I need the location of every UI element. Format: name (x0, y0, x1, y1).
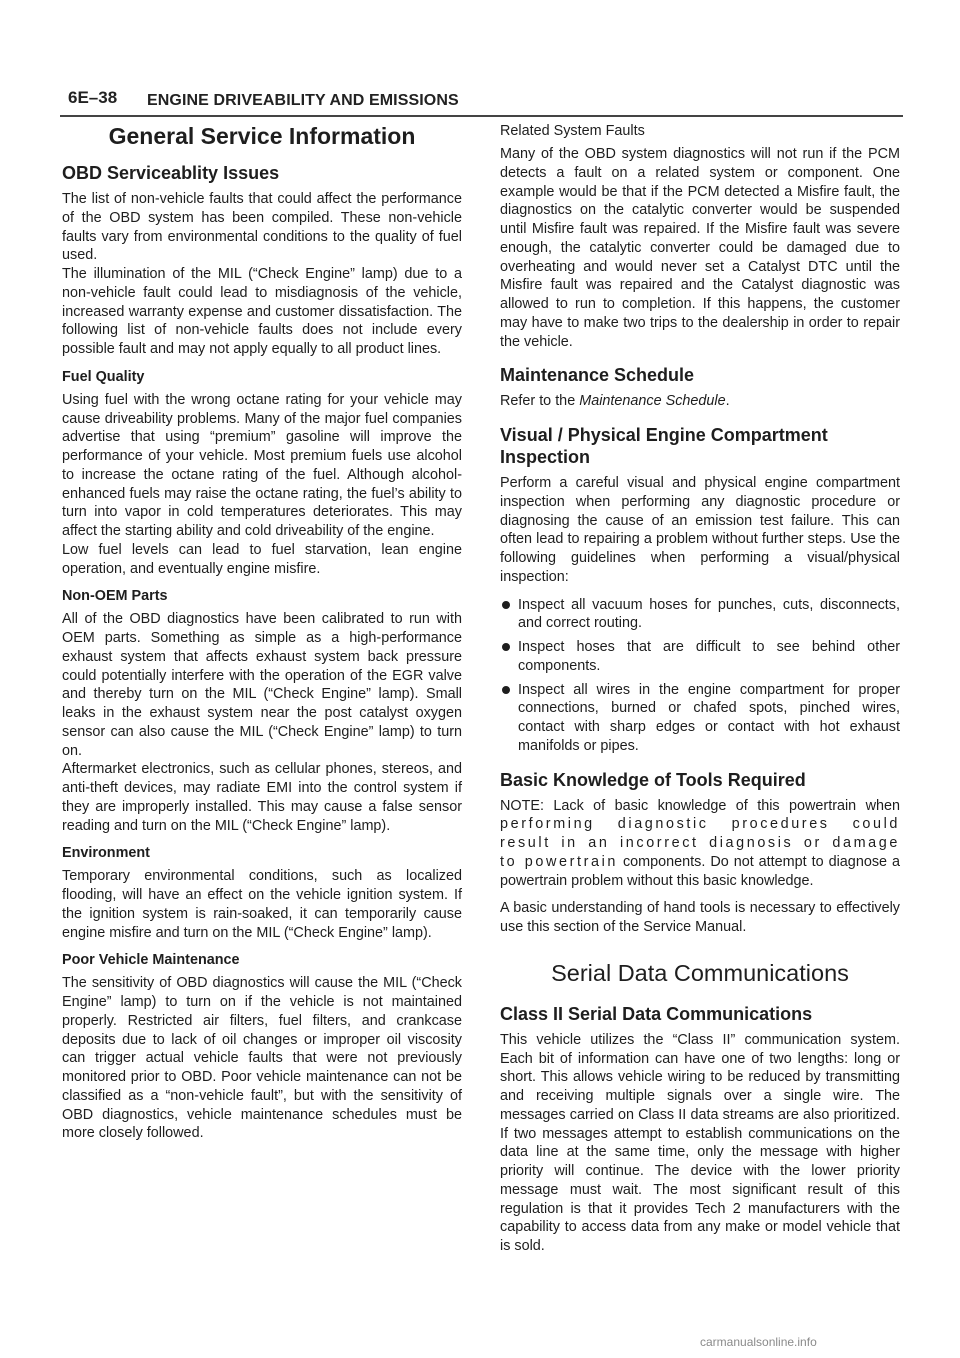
list-item-text: Inspect all wires in the engine compartment for proper connections, burned or chafed spots, pinched wires, contact with sharp edges or contact with hot exhaust manifolds or pipes. (518, 681, 900, 754)
schedule-suffix: . (725, 393, 730, 410)
section-title-serial-data: Serial Data Communications (551, 959, 849, 986)
list-item-text: Inspect all vacuum hoses for punches, cuts, disconnects, and correct routing. (518, 596, 900, 632)
paragraph-environment: Temporary environmental conditions, such as localized flooding, will have an effect on the vehicle ignition system. If the ignition system is rain-soaked, it can temporarily cause engine misfire and turn on the MIL (“Check Engine” lamp). (62, 868, 462, 941)
paragraph-oem-calibration: All of the OBD diagnostics have been calibrated to run with OEM parts. Something as simple as a high-performance exhaust system that affects exhaust system back pressure could potentially interfere with the operation of the EGR valve and thereby turn on the MIL (“Check Engine” lamp). Small leaks in the exhaust system near the post catalyst oxygen sensor can also cause the MIL (“Check Engine” lamp) to turn on. (62, 611, 462, 759)
heading-visual-inspection: Visual / Physical Engine Compartment Inspection (500, 425, 828, 467)
paragraph-tools-note (500, 797, 900, 891)
paragraph-visual-inspection: Perform a careful visual and physical engine compartment inspection when performing any diagnostic procedure or diagnosing the cause of an emission test failure. This can often lead to repairing a problem without further steps. Use the following guidelines when performing a visual/physical inspection: (500, 475, 900, 585)
heading-class-ii: Class II Serial Data Communications (500, 1003, 813, 1024)
heading-poor-maintenance: Poor Vehicle Maintenance (62, 952, 240, 969)
paragraph-poor-maintenance: The sensitivity of OBD diagnostics will cause the MIL (“Check Engine” lamp) to turn on if the vehicle is not maintained properly. Restricted air filters, fuel filters, and crankcase deposits due to lack of oil changes or improper oil viscosity can trigger actual vehicle faults that were not previously monitored prior to OBD. Poor vehicle maintenance can not be classified as a “non-vehicle fault”, but with the sensitivity of OBD diagnostics, vehicle maintenance schedules must be more closely followed. (62, 975, 462, 1142)
maintenance-schedule-reference: Maintenance Schedule (579, 393, 726, 410)
heading-environment: Environment (62, 845, 150, 862)
paragraph-hand-tools: A basic understanding of hand tools is necessary to effectively use this section of the Service Manual. (500, 900, 900, 935)
paragraph-fuel-low: Low fuel levels can lead to fuel starvation, lean engine operation, and eventually engine misfire. (62, 541, 462, 577)
header-rule (60, 115, 903, 117)
list-item-text: Inspect hoses that are difficult to see behind other components. (518, 639, 900, 674)
tools-note-line-3: components. Do not attempt to diagnose a powertrain problem without this basic knowledge. (500, 853, 900, 889)
paragraph-obd-intro: The list of non-vehicle faults that could affect the performance of the OBD system has been compiled. These non-vehicle faults vary from environmental conditions to the quality of fuel used. (62, 191, 462, 264)
paragraph-maintenance-schedule (500, 392, 900, 411)
heading-maintenance-schedule: Maintenance Schedule (500, 365, 695, 386)
paragraph-obd-mil: The illumination of the MIL (“Check Engine” lamp) due to a non-vehicle fault could lead to misdiagnosis of the vehicle, increased warranty expense and customer dissatisfaction. The following list of non-vehicle faults does not include every possible fault and may not apply equally to all product lines. (62, 266, 462, 357)
bullet-icon (502, 686, 510, 694)
tools-note-line-1: NOTE: Lack of basic knowledge of this powertrain when (500, 797, 900, 814)
section-title-general-service: General Service Information (108, 123, 416, 149)
tools-note-spaced-text: performing diagnostic procedures could result in an incorrect diagnosis or damage to powertrain (500, 816, 900, 870)
heading-related-faults: Related System Faults (500, 123, 645, 139)
paragraph-class-ii: This vehicle utilizes the “Class II” communication system. Each bit of information can have one of two lengths: long or short. This allows vehicle wiring to be reduced by transmitting and receiving multiple signals over a single wire. The messages carried on Class II data streams are also prioritized. If two messages attempt to establish communications on the data line at the same time, only the message with higher priority will continue. The device with the lower priority message must wait. The most significant result of this regulation is that it provides Tech 2 manufacturers with the capability to access data from any make or model vehicle that is sold. (500, 1031, 900, 1254)
list-item (500, 596, 900, 634)
paragraph-fuel-octane: Using fuel with the wrong octane rating for your vehicle may cause driveability problems. Many of the major fuel companies advertise that using “premium” gasoline will improve the performance of your vehicle. Most premium fuels use alcohol to increase the octane rating of the fuel. Although alcohol-enhanced fuels may raise the octane rating, the fuel’s ability to turn into vapor in cold temperatures deteriorates. This may affect the starting ability and cold driveability of the engine. (62, 391, 462, 539)
bullet-icon (502, 601, 510, 609)
heading-fuel-quality: Fuel Quality (62, 368, 145, 385)
running-header: ENGINE DRIVEABILITY AND EMISSIONS (147, 92, 459, 109)
inspection-guidelines-list (500, 596, 900, 756)
list-item (500, 681, 900, 756)
list-item (500, 638, 900, 676)
schedule-prefix: Refer to the (500, 393, 580, 410)
left-column (62, 122, 462, 1152)
paragraph-related-faults: Many of the OBD system diagnostics will not run if the PCM detects a fault on a related system or component. One example would be that if the PCM detected a Misfire fault, the diagnostics on the catalytic converter would be suspended until Misfire fault was repaired. If the Misfire fault was severe enough, the catalytic converter could be damaged due to overheating and would never set a Catalyst DTC until the Misfire fault was repaired and the Catalyst diagnostic was allowed to run to completion. If this happens, the customer may have to make two trips to the dealership in order to repair the vehicle. (500, 146, 900, 350)
watermark-text: carmanualsonline.info (700, 1335, 817, 1349)
page-number: 6E–38 (68, 88, 118, 107)
paragraph-oem-aftermarket: Aftermarket electronics, such as cellular phones, stereos, and anti-theft devices, may radiate EMI into the control system if they are improperly installed. This may cause a false sensor reading and turn on the MIL (“Check Engine” lamp). (62, 761, 462, 834)
heading-obd-serviceability: OBD Serviceablity Issues (62, 163, 280, 183)
heading-non-oem-parts: Non-OEM Parts (62, 588, 168, 605)
heading-tools-required: Basic Knowledge of Tools Required (500, 769, 806, 790)
bullet-icon (502, 643, 510, 651)
right-column (500, 122, 900, 1265)
